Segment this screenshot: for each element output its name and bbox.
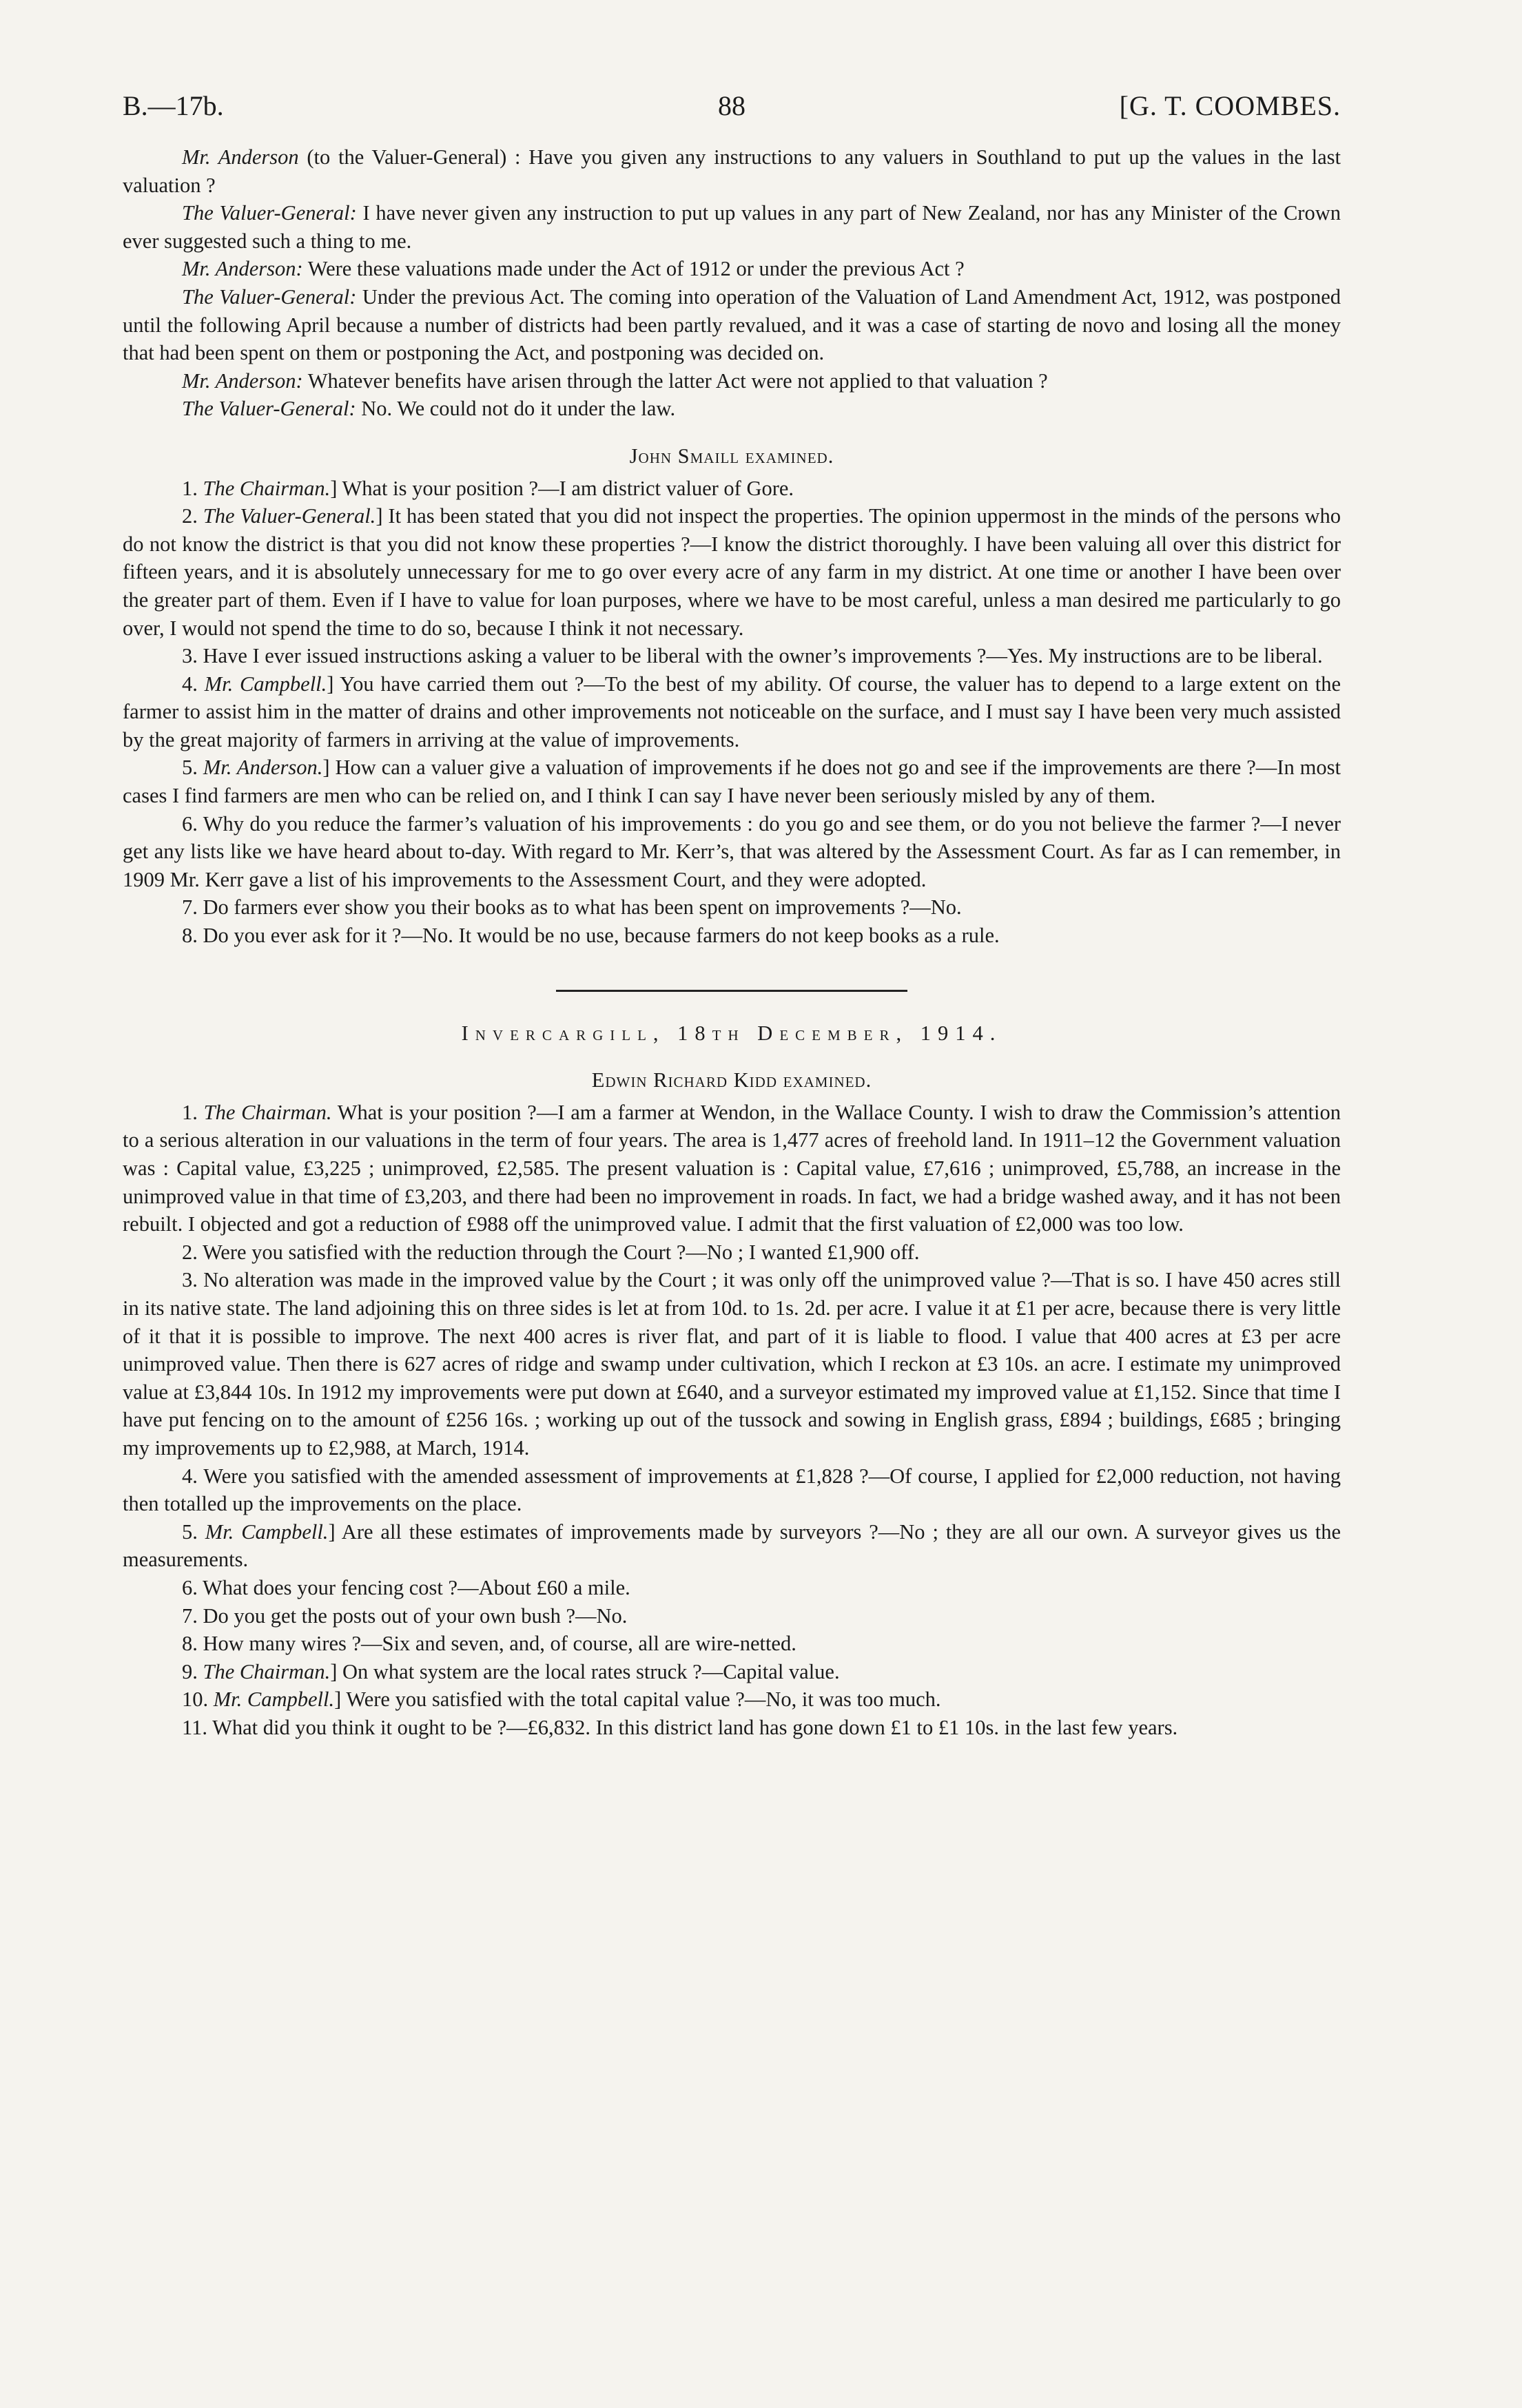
witness-heading-smaill: John Smaill examined. [629,444,834,468]
testimony-paragraph [123,1658,1341,1686]
question-number: 10. [182,1688,214,1712]
question-number: 5. [182,1519,205,1544]
question-number: 7. [182,1603,203,1628]
speaker-name: The Chairman. [203,1100,332,1124]
paragraph-text: Why do you reduce the farmer’s valuation of his improvements : do you go and see them, or do you not believe the farmer ?—I never get any lists like we have heard about to-day. With regard to Mr. Kerr’s, that was altered by the Assessment Court. As far as I can remember, in 1909 Mr. Kerr gave a list of his improvements to the Assessment Court, and they were adopted. [123,811,1341,891]
paragraph-text: What did you think it ought to be ?—£6,832. In this district land has gone down £1 to £1 10s. in the last few years. [212,1715,1178,1739]
paragraph-text: ] How can a valuer give a valuation of improvements if he does not go and see if the improvements are there ?—In most cases I find farmers are men who can be relied on, and I think I can say I have never been seriously misled by any of them. [123,756,1341,808]
paragraph-text: Whatever benefits have arisen through the latter Act were not applied to that valuation ? [302,369,1048,393]
paragraph-text: ] On what system are the local rates struck ?—Capital value. [330,1659,840,1683]
question-number: 3. [182,1268,204,1292]
question-number: 4. [182,672,205,696]
paragraph-text: Have I ever issued instructions asking a valuer to be liberal with the owner’s improvements ?—Yes. My instructions are to be liberal. [203,644,1323,668]
testimony-paragraph [123,1602,1341,1630]
testimony-paragraph [123,1266,1341,1462]
paragraph-text: I have never given any instruction to put up values in any part of New Zealand, nor has any Minister of the Crown ever suggested such a thing to me. [123,201,1341,253]
question-number: 3. [182,644,203,668]
speaker-name: The Valuer-General: [182,397,356,421]
speaker-name: Mr. Anderson: [182,257,303,281]
testimony-paragraph [123,1462,1341,1518]
paragraph-text: No. We could not do it under the law. [356,397,676,421]
paragraph-text: Were you satisfied with the reduction through the Court ?—No ; I wanted £1,900 off. [202,1240,920,1264]
paragraph-text: How many wires ?—Six and seven, and, of course, all are wire-netted. [203,1632,796,1656]
speaker-name: Mr. Campbell. [213,1688,335,1712]
testimony-paragraph [123,1238,1341,1267]
speaker-name: Mr. Campbell. [205,1519,329,1544]
speaker-name: The Chairman. [203,1659,331,1683]
document-body [123,143,1341,1741]
paragraph-text: Were you satisfied with the amended assessment of improvements at £1,828 ?—Of course, I applied for £2,000 reduction, not having then totalled up the improvements on the place. [123,1464,1341,1516]
question-number: 4. [182,1464,204,1488]
paragraph-text: ] It has been stated that you did not inspect the properties. The opinion uppermost in the minds of the persons who do not know the district is that you did not know these properties ?—I know the district thoroughly. I have been valuing all over this district for fifteen years, and it is absolutely unnecessary for me to go over every acre of any farm in my district. At one time or another I have been over the greater part of them. Even if I have to value for loan purposes, where we have to be most careful, unless a man desired me particularly to go over, I would not spend the time to do so, because I think it not necessary. [123,504,1341,640]
testimony-paragraph [123,199,1341,255]
speaker-name: The Valuer-General. [203,504,376,528]
speaker-name: The Valuer-General: [182,284,357,309]
paragraph-text: Do you get the posts out of your own bush ?—No. [203,1603,628,1628]
testimony-paragraph [123,922,1341,950]
paragraph-text: Do you ever ask for it ?—No. It would be no use, because farmers do not keep books as a rule. [203,924,1000,948]
paragraph-text: Were these valuations made under the Act of 1912 or under the previous Act ? [302,257,965,281]
testimony-paragraph [123,1685,1341,1714]
witness-running-head: [G. T. COOMBES. [1119,90,1341,121]
paragraph-text: What is your position ?—I am a farmer at Wendon, in the Wallace County. I wish to draw the Commission’s attention to a serious alteration in our valuations in the term of four years. The area is 1,477 acres of freehold land. In 1911–12 the Government valuation was : Capital value, £3,225 ; unimproved, £2,585. The present valuation is : Capital value, £7,616 ; unimproved, £5,788, an increase in the unimproved value in that time of £3,203, and there had been no improvement in roads. In fact, we had a bridge washed away, and it has not been rebuilt. I objected and got a reduction of £988 off the unimproved value. I admit that the first valuation of £2,000 was too low. [123,1100,1341,1236]
testimony-paragraph [123,475,1341,503]
paragraph-text: ] Were you satisfied with the total capital value ?—No, it was too much. [334,1688,941,1712]
session-heading: Invercargill, 18th December, 1914. [461,1021,1002,1045]
question-number: 6. [182,811,203,835]
witness-smaill-testimony [123,475,1341,950]
page-number: 88 [718,90,745,121]
section-valuer-general [123,143,1341,423]
question-number: 8. [182,924,203,948]
testimony-paragraph [123,754,1341,809]
question-number: 2. [182,1240,203,1264]
question-number: 5. [182,756,203,780]
question-number: 1. [182,476,203,500]
question-number: 2. [182,504,203,528]
testimony-paragraph [123,810,1341,894]
question-number: 9. [182,1659,203,1683]
paragraph-text: Do farmers ever show you their books as to what has been spent on improvements ?—No. [203,895,962,920]
paragraph-text: No alteration was made in the improved value by the Court ; it was only off the unimproved value ?—That is so. I have 450 acres still in its native state. The land adjoining this on three sides is let at from 10d. to 1s. 2d. per acre. I value it at £1 per acre, because there is very little of it that it is possible to improve. The next 400 acres is river flat, and part of it is liable to flood. I value that 400 acres at £3 per acre unimproved value. Then there is 627 acres of ridge and swamp under cultivation, which I reckon at £3 10s. an acre. I estimate my unimproved value at £3,844 10s. In 1912 my improvements were put down at £640, and a surveyor estimated my improved value at £1,152. Since that time I have put fencing on to the amount of £256 16s. ; working up out of the tussock and sowing in English grass, £894 ; buildings, £685 ; bringing my improvements up to £2,988, at March, 1914. [123,1268,1341,1460]
speaker-name: The Valuer-General: [182,201,357,225]
document-page [123,90,1341,1741]
speaker-name: The Chairman. [203,476,331,500]
paragraph-text: ] You have carried them out ?—To the best of my ability. Of course, the valuer has to depend to a large extent on the farmer to assist him in the matter of drains and other improvements not noticeable on the surface, and I must say I have been very much assisted by the great majority of farmers in arriving at the value of improvements. [123,672,1341,751]
report-code: B.—17b. [123,90,224,121]
testimony-paragraph [123,893,1341,922]
testimony-paragraph [123,283,1341,367]
testimony-paragraph [123,143,1341,199]
paragraph-text: ] Are all these estimates of improvements made by surveyors ?—No ; they are all our own. A surveyor gives us the measurements. [123,1519,1341,1572]
paragraph-text: What does your fencing cost ?—About £60 a mile. [202,1575,630,1599]
testimony-paragraph [123,642,1341,670]
paragraph-text: ] What is your position ?—I am district valuer of Gore. [330,476,794,500]
testimony-paragraph [123,1714,1341,1742]
testimony-paragraph [123,255,1341,283]
witness-heading-kidd: Edwin Richard Kidd examined. [591,1068,872,1092]
testimony-paragraph [123,395,1341,423]
testimony-paragraph [123,367,1341,395]
question-number: 11. [182,1715,213,1739]
paragraph-text: (to the Valuer-General) : Have you given any instructions to any valuers in Southland to put up the values in the last valuation ? [123,145,1341,197]
section-divider [556,990,907,992]
testimony-paragraph [123,1630,1341,1658]
speaker-name: Mr. Anderson. [203,756,323,780]
testimony-paragraph [123,502,1341,642]
page-header [123,90,1341,138]
question-number: 6. [182,1575,203,1599]
question-number: 1. [182,1100,204,1124]
testimony-paragraph [123,1518,1341,1574]
speaker-name: Mr. Campbell. [204,672,327,696]
question-number: 7. [182,895,203,920]
witness-kidd-testimony [123,1099,1341,1742]
testimony-paragraph [123,1574,1341,1602]
testimony-paragraph [123,670,1341,754]
speaker-name: Mr. Anderson: [182,369,303,393]
question-number: 8. [182,1632,203,1656]
paragraph-text: Under the previous Act. The coming into operation of the Valuation of Land Amendment Act, 1912, was postponed until the following April because a number of districts had been partly revalued, and it was a case of starting de novo and losing all the money that had been spent on them or postponing the Act, and postponing was decided on. [123,284,1341,365]
speaker-name: Mr. Anderson [182,145,299,169]
testimony-paragraph [123,1099,1341,1238]
